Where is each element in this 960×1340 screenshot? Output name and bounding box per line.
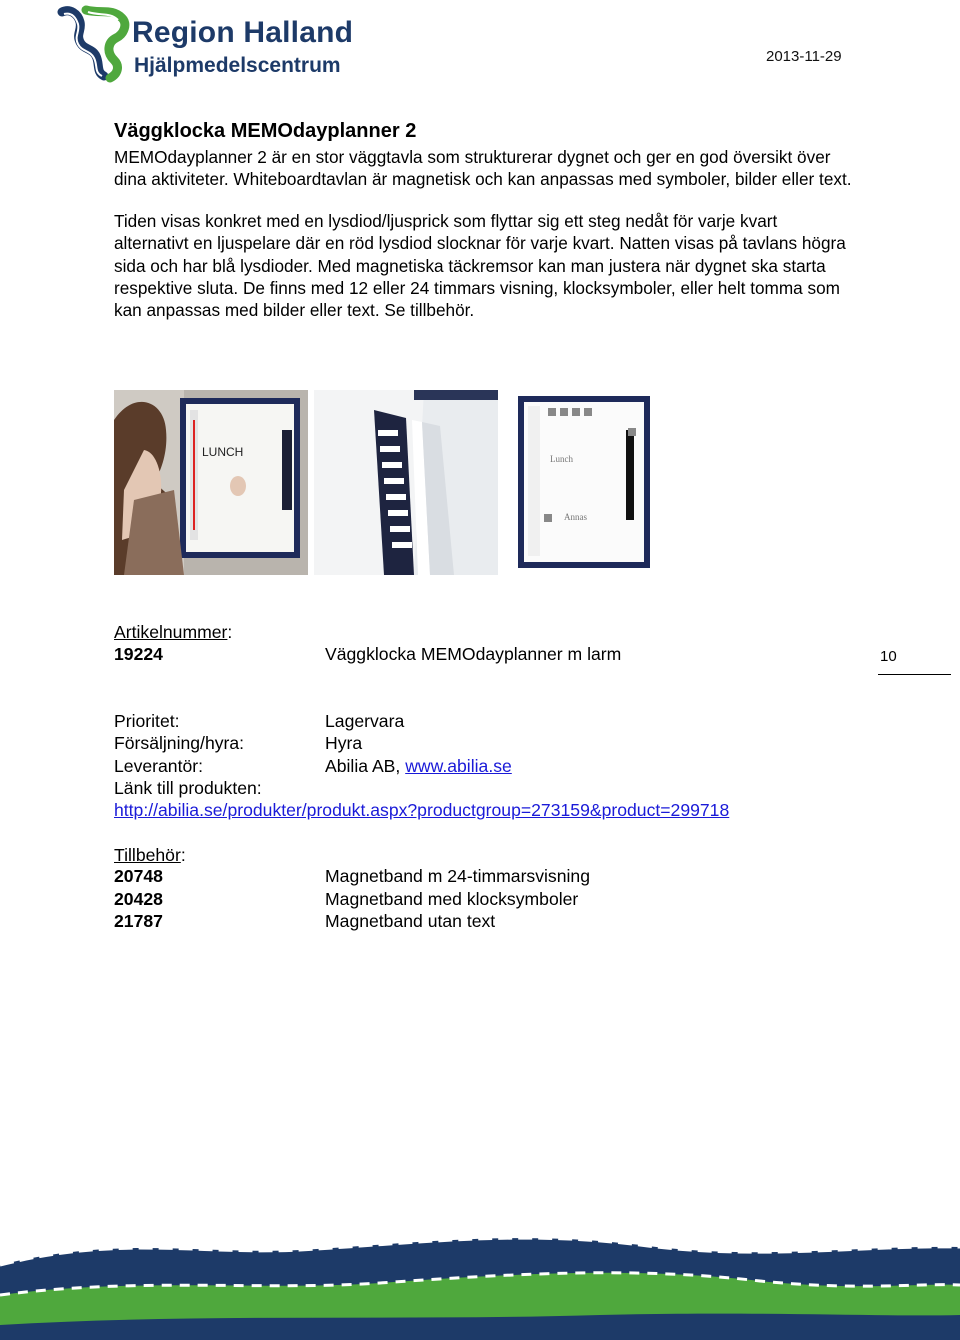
article-name: Väggklocka MEMOdayplanner m larm [325,644,622,664]
accessory-number: 21787 [114,911,163,931]
page-number-rule [878,674,951,675]
article-number-heading: Artikelnummer: [114,622,233,642]
accessories-heading: Tillbehör: [114,845,186,865]
sale-label: Försäljning/hyra: [114,733,245,753]
article-number: 19224 [114,644,163,664]
org-subtitle: Hjälpmedelscentrum [134,54,341,77]
accessory-name: Magnetband med klocksymboler [325,889,579,909]
accessory-number: 20748 [114,866,163,886]
footer-wave-decoration [0,1225,960,1340]
photo-label: Annas [564,512,587,522]
accessory-number: 20428 [114,889,163,909]
product-link-label: Länk till produkten: [114,778,262,798]
org-name: Region Halland [132,16,354,49]
supplier-link[interactable]: www.abilia.se [405,756,512,776]
photo-label: LUNCH [202,445,244,459]
supplier-value: Abilia AB, www.abilia.se [325,756,512,776]
sale-value: Hyra [325,733,363,753]
priority-label: Prioritet: [114,711,180,731]
accessory-name: Magnetband utan text [325,911,496,931]
supplier-label: Leverantör: [114,756,203,776]
product-photo-woman-writing [114,390,308,575]
page-number: 10 [880,648,897,665]
photo-label: Lunch [550,454,573,464]
product-title: Väggklocka MEMOdayplanner 2 [114,120,417,142]
priority-value: Lagervara [325,711,405,731]
product-photo-board [516,390,652,575]
description-paragraph: MEMOdayplanner 2 är en stor väggtavla som strukturerar dygnet och ger en god översikt över dina aktiviteter. Whiteboardtavlan är magnetisk och kan anpassas med symboler, bilder eller text. [114,147,852,190]
document-date: 2013-11-29 [766,48,842,65]
product-link[interactable]: http://abilia.se/produkter/produkt.aspx?productgroup=273159&product=299718 [114,800,730,820]
product-photo-closeup [314,390,498,575]
description-paragraph: Tiden visas konkret med en lysdiod/ljusprick som flyttar sig ett steg nedåt för varje kvart alternativt en ljuspelare där en röd lysdiod slocknar för varje kvart. Natten visas på tavlans högra sida och har blå lysdioder. Med magnetiska täckremsor kan man justera när dygnet ska starta respektive sluta. De finns med 12 eller 24 timmars visning, klocksymboler, eller helt tomma som kan anpassas med bilder eller text. Se tillbehör. [114,211,846,321]
accessory-name: Magnetband m 24-timmarsvisning [325,866,590,886]
